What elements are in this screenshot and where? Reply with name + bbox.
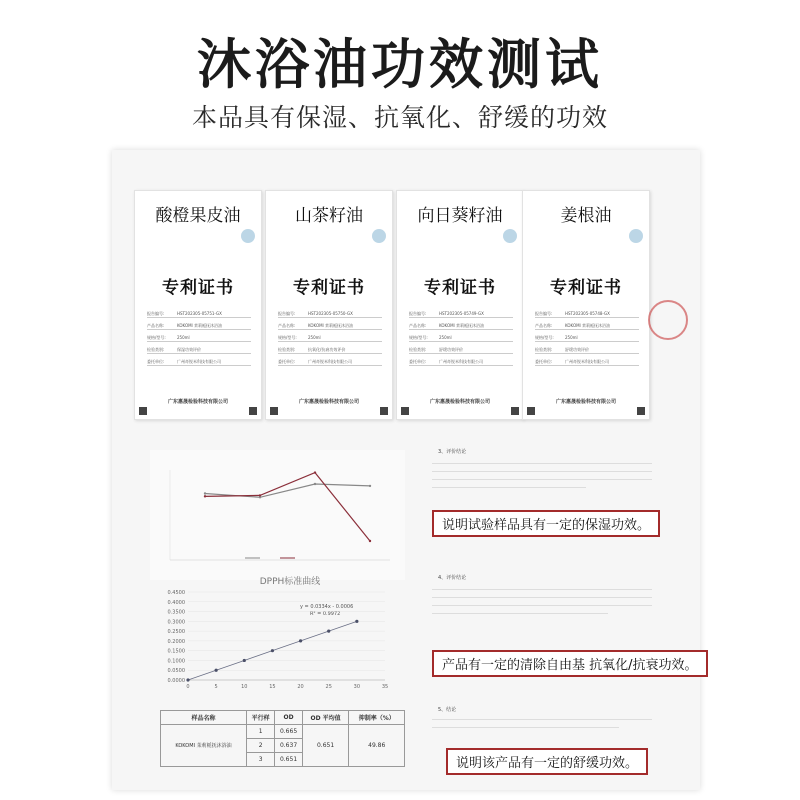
cert-row: 产品名称: KOKOMI 茉莉栀抚沐浴油: [278, 321, 382, 330]
cert-row: 规格/型号: 250ml: [147, 333, 251, 342]
cert-row: 检验类别: 舒缓功效评价: [535, 345, 639, 354]
dpph-title: DPPH标准曲线: [259, 577, 321, 587]
line-point: [369, 540, 371, 542]
certificate-title: 专利证书: [293, 278, 365, 298]
section-heading: 5、结论: [438, 707, 457, 713]
cert-row: 产品名称: KOKOMI 茉莉栀抚沐浴油: [409, 321, 513, 330]
qr-code-icon: [139, 407, 147, 415]
patent-certificate: [522, 190, 650, 420]
cert-row: 报告编号: HST202305-05750-GX: [278, 309, 382, 318]
qr-code-icon: [401, 407, 409, 415]
scatter-point: [355, 620, 358, 623]
y-tick-label: 0.4000: [167, 599, 185, 606]
x-tick-label: 10: [241, 684, 248, 690]
qr-code-icon: [527, 407, 535, 415]
patent-certificate: [265, 190, 393, 420]
scatter-point: [327, 630, 330, 633]
y-tick-label: 0.2000: [167, 638, 185, 645]
cert-row: 委托单位: 广州奇锐米科技有限公司: [278, 357, 382, 366]
cert-row: 委托单位: 广州奇锐米科技有限公司: [409, 357, 513, 366]
y-tick-label: 0.3000: [167, 619, 185, 626]
qr-code-icon: [380, 407, 388, 415]
cert-row: 规格/型号: 250ml: [278, 333, 382, 342]
th-rate: 抑制率（%）: [349, 711, 405, 725]
moisture-callout: 说明试验样品具有一定的保湿功效。: [432, 510, 660, 537]
cell-rate: 49.86: [349, 725, 405, 767]
qr-code-icon: [270, 407, 278, 415]
page-title: 沐浴油功效测试: [197, 33, 603, 96]
cert-row: 检验类别: 舒缓功效评价: [409, 345, 513, 354]
seal-icon: [503, 229, 517, 243]
company-name: 广东惠晟检验科技有限公司: [555, 399, 616, 405]
moisture-line-chart: [150, 450, 405, 580]
x-tick-label: 35: [381, 684, 389, 690]
x-tick-label: 15: [269, 684, 276, 690]
line-point: [314, 471, 316, 473]
certificate-title: 专利证书: [424, 278, 496, 298]
cert-row: 产品名称: KOKOMI 茉莉栀抚沐浴油: [147, 321, 251, 330]
y-tick-label: 0.3500: [167, 609, 185, 616]
dpph-r2: R² = 0.9972: [310, 611, 341, 617]
x-tick-label: 0: [186, 684, 190, 690]
cert-row: 委托单位: 广州奇锐米科技有限公司: [147, 357, 251, 366]
scatter-point: [299, 639, 302, 642]
x-tick-label: 30: [353, 684, 361, 690]
cell-sample: KOKOMI 茉莉栀抚沐浴油: [161, 725, 247, 767]
seal-icon: [241, 229, 255, 243]
antioxidant-callout: 产品有一定的清除自由基 抗氧化/抗衰功效。: [432, 650, 708, 677]
company-name: 广东惠晟检验科技有限公司: [167, 399, 228, 405]
cert-row: 报告编号: HST202305-05749-GX: [409, 309, 513, 318]
cell-n: 3: [246, 753, 275, 767]
dpph-equation: y = 0.0334x - 0.0006: [300, 604, 354, 610]
seal-icon: [372, 229, 386, 243]
certificate-title: 专利证书: [162, 278, 234, 298]
cell-n: 2: [246, 739, 275, 753]
page-subtitle: 本品具有保湿、抗氧化、舒缓的功效: [191, 103, 608, 132]
section-heading: 3、评价结论: [438, 449, 467, 455]
cell-n: 1: [246, 725, 275, 739]
company-name: 广东惠晟检验科技有限公司: [429, 399, 490, 405]
scatter-point: [186, 678, 189, 681]
y-tick-label: 0.0500: [167, 668, 185, 675]
scatter-point: [215, 669, 218, 672]
line-point: [204, 495, 206, 497]
line-point: [204, 492, 206, 494]
cert-row: 报告编号: HST202305-05751-GX: [147, 309, 251, 318]
th-parallel: 平行样: [246, 711, 275, 725]
cert-row: 产品名称: KOKOMI 茉莉栀抚沐浴油: [535, 321, 639, 330]
qr-code-icon: [637, 407, 645, 415]
oil-name: 酸橙果皮油: [155, 206, 241, 226]
report-paragraph: [432, 716, 652, 744]
oil-name: 姜根油: [560, 206, 612, 226]
x-tick-label: 5: [214, 684, 218, 690]
y-tick-label: 0.1500: [167, 648, 185, 655]
patent-certificate: [396, 190, 524, 420]
cert-row: 检验类别: 保湿功效评价: [147, 345, 251, 354]
company-name: 广东惠晟检验科技有限公司: [298, 399, 359, 405]
cell-od: 0.665: [275, 725, 302, 739]
line-point: [259, 494, 261, 496]
qr-code-icon: [249, 407, 257, 415]
results-table: [160, 710, 405, 767]
y-tick-label: 0.2500: [167, 629, 185, 636]
x-tick-label: 20: [297, 684, 304, 690]
th-sample: 样品名称: [161, 711, 247, 725]
th-od: OD: [275, 711, 302, 725]
cert-row: 报告编号: HST202305-05748-GX: [535, 309, 639, 318]
cert-row: 检验类别: 抗氧化/抗衰功效评价: [278, 345, 382, 354]
y-tick-label: 0.0000: [167, 678, 185, 684]
cell-od: 0.651: [275, 753, 302, 767]
cert-row: 规格/型号: 250ml: [535, 333, 639, 342]
line-point: [314, 483, 316, 485]
th-od-avg: OD 平均值: [302, 711, 349, 725]
cell-od: 0.637: [275, 739, 302, 753]
scatter-point: [271, 649, 274, 652]
line-point: [369, 485, 371, 487]
oil-name: 山茶籽油: [295, 206, 363, 226]
patent-certificate: [134, 190, 262, 420]
cell-avg: 0.651: [302, 725, 349, 767]
y-tick-label: 0.1000: [167, 658, 185, 665]
cert-row: 委托单位: 广州奇锐米科技有限公司: [535, 357, 639, 366]
report-paragraph: [432, 460, 652, 504]
report-paragraph: [432, 586, 652, 636]
oil-name: 向日葵籽油: [417, 206, 503, 226]
section-heading: 4、评价结论: [438, 575, 467, 581]
red-seal-stamp: [648, 300, 688, 340]
cert-row: 规格/型号: 250ml: [409, 333, 513, 342]
qr-code-icon: [511, 407, 519, 415]
x-tick-label: 25: [325, 684, 332, 690]
seal-icon: [629, 229, 643, 243]
scatter-point: [243, 659, 246, 662]
dpph-standard-curve: [150, 572, 405, 702]
y-tick-label: 0.4500: [167, 590, 185, 596]
certificate-title: 专利证书: [550, 278, 622, 298]
soothing-callout: 说明该产品有一定的舒缓功效。: [446, 748, 648, 775]
